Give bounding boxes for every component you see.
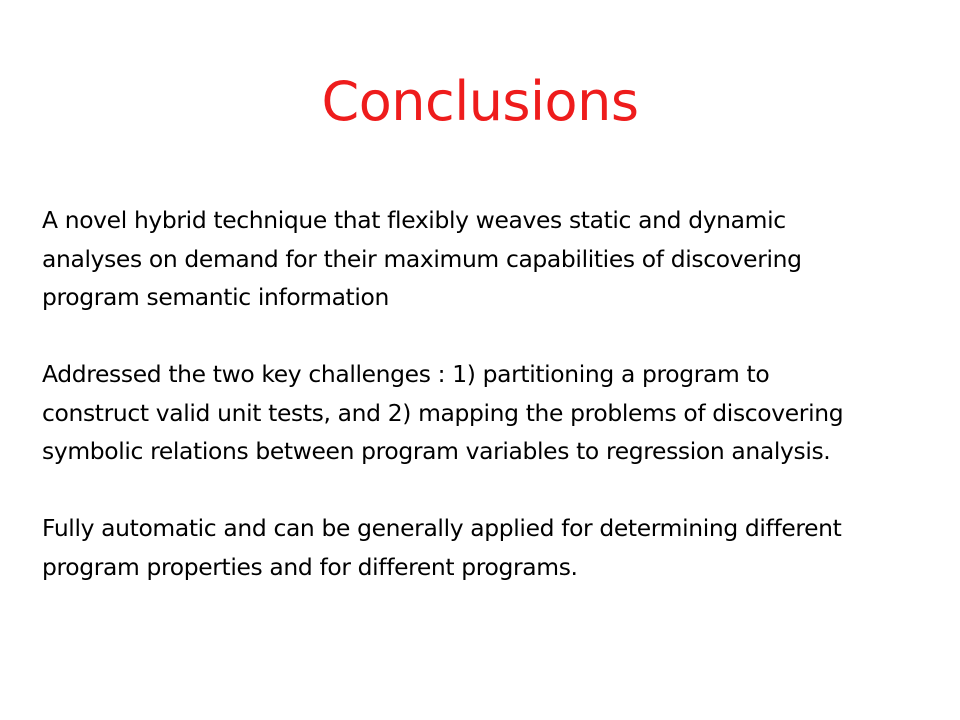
paragraph-line: program properties and for different programs. (42, 552, 578, 581)
paragraph-hybrid-technique (42, 201, 952, 317)
paragraph-line: Addressed the two key challenges : 1) partitioning a program to (42, 360, 770, 388)
paragraph-line: Fully automatic and can be generally applied for determining different (42, 514, 842, 542)
slide-body (42, 201, 952, 625)
paragraph-key-challenges (42, 355, 952, 471)
paragraph-line: A novel hybrid technique that flexibly weaves static and dynamic (42, 206, 786, 234)
paragraph-line: construct valid unit tests, and 2) mapping the problems of discovering (42, 398, 844, 427)
paragraph-fully-automatic (42, 509, 952, 586)
slide-title: Conclusions (321, 70, 639, 133)
paragraph-line: symbolic relations between program variables to regression analysis. (42, 437, 831, 465)
paragraph-line: program semantic information (42, 283, 389, 311)
paragraph-line: analyses on demand for their maximum capabilities of discovering (42, 244, 802, 273)
